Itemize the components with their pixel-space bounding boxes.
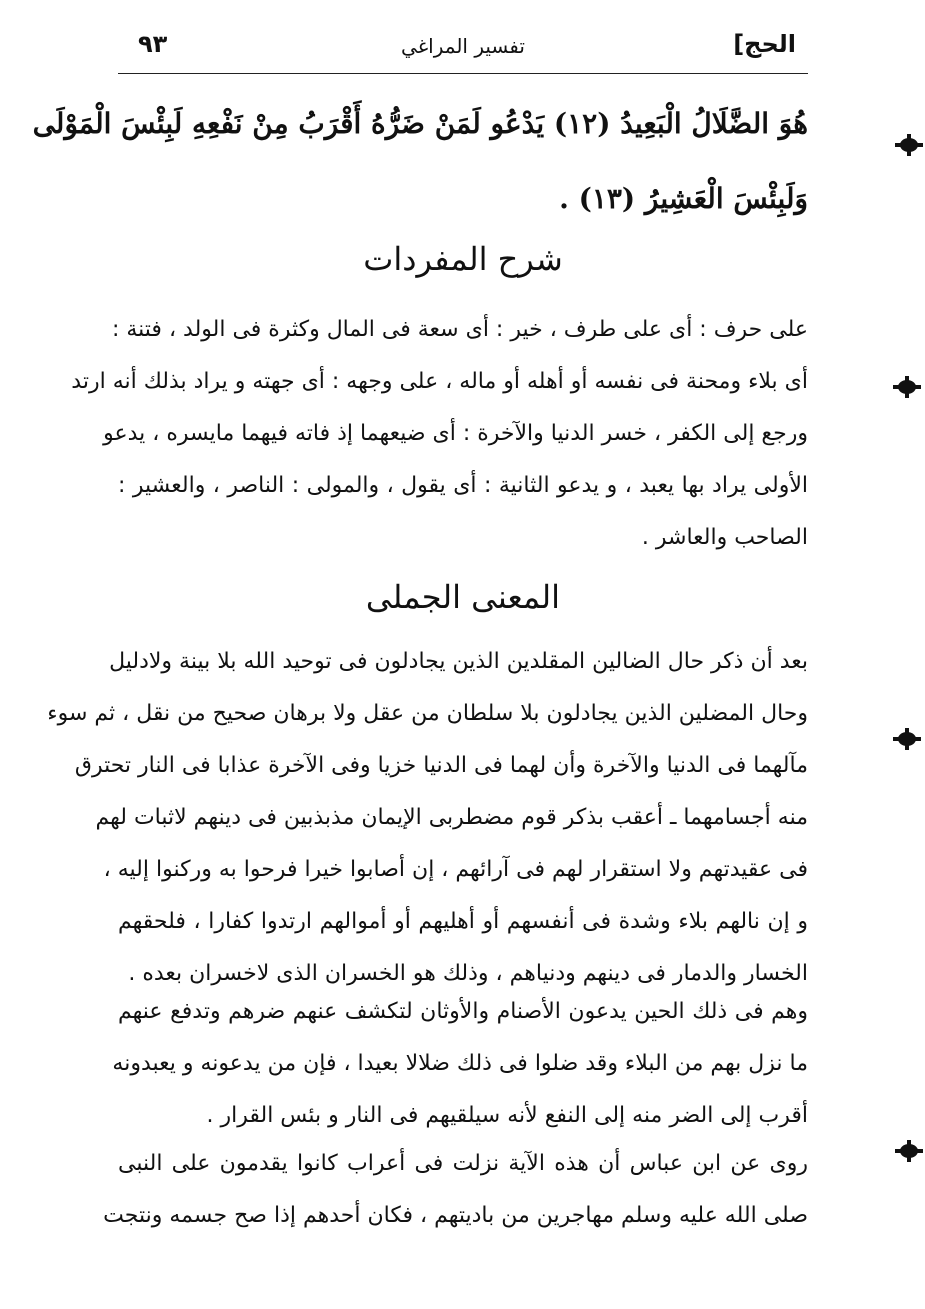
- margin-blot: [898, 380, 916, 394]
- page-number: ٩٣: [138, 30, 168, 58]
- summary-heading: المعنى الجملى: [365, 578, 561, 616]
- text-line: بعد أن ذكر حال الضالين المقلدين الذين يجادلون فى توحيد الله بلا بينة ولادليل: [109, 649, 808, 674]
- summary-paragraph: [112, 986, 808, 1142]
- quran-verse: [32, 86, 808, 236]
- text-line: وهم فى ذلك الحين يدعون الأصنام والأوثان لتكشف عنهم ضرهم وتدفع عنهم: [118, 999, 808, 1024]
- margin-blot: [900, 1144, 918, 1158]
- verse-line: هُوَ الضَّلَالُ الْبَعِيدُ (١٢) يَدْعُو لَمَنْ ضَرُّهُ أَقْرَبُ مِنْ نَفْعِهِ لَبِئْسَ الْمَوْلَى: [32, 107, 808, 140]
- page-header: [118, 22, 808, 74]
- text-line: مآلهما فى الدنيا والآخرة وأن لهما فى الدنيا خزيا وفى الآخرة عذابا فى النار تحترق: [74, 753, 808, 778]
- text-line: و إن نالهم بلاء وشدة فى أنفسهم أو أهليهم أو أموالهم ارتدوا كفارا ، فلحقهم: [118, 909, 808, 934]
- text-line: أى بلاء ومحنة فى نفسه أو أهله أو ماله ، على وجهه : أى جهته و يراد بذلك أنه ارتد: [71, 369, 808, 394]
- summary-paragraph: [103, 1138, 808, 1242]
- text-line: منه أجسامهما ـ أعقب بذكر قوم مضطربى الإيمان مذبذبين فى دينهم لاثبات لهم: [95, 805, 808, 830]
- text-line: صلى الله عليه وسلم مهاجرين من باديتهم ، فكان أحدهم إذا صح جسمه ونتجت: [103, 1203, 808, 1228]
- header-rule: [118, 73, 808, 74]
- text-line: على حرف : أى على طرف ، خير : أى سعة فى المال وكثرة فى الولد ، فتنة :: [111, 317, 808, 342]
- verse-line: وَلَبِئْسَ الْعَشِيرُ (١٣) .: [559, 182, 808, 215]
- text-line: روى عن ابن عباس أن هذه الآية نزلت فى أعراب كانوا يقدمون على النبى: [118, 1151, 808, 1176]
- vocabulary-heading: شرح المفردات: [363, 240, 563, 278]
- vocabulary-text: [71, 304, 808, 564]
- text-line: الخسار والدمار فى دينهم ودنياهم ، وذلك هو الخسران الذى لاخسران بعده .: [128, 961, 808, 986]
- text-line: الصاحب والعاشر .: [641, 525, 808, 550]
- summary-paragraph: [47, 636, 808, 1000]
- text-line: أقرب إلى الضر منه إلى النفع لأنه سيلقيهم فى النار و بئس القرار .: [206, 1103, 808, 1128]
- margin-blot: [898, 732, 916, 746]
- text-line: وحال المضلين الذين يجادلون بلا سلطان من عقل ولا برهان صحيح من نقل ، ثم سوء: [47, 701, 808, 726]
- text-line: ما نزل بهم من البلاء وقد ضلوا فى ذلك ضلالا بعيدا ، فإن من يدعونه و يعبدونه: [112, 1051, 808, 1076]
- book-title: تفسير المراغي: [401, 34, 525, 58]
- margin-blot: [900, 138, 918, 152]
- text-line: الأولى يراد بها يعبد ، و يدعو الثانية : أى يقول ، والمولى : الناصر ، والعشير :: [118, 473, 808, 498]
- text-line: ورجع إلى الكفر ، خسر الدنيا والآخرة : أى ضيعهما إذ فاته فيهما مايسره ، يدعو: [103, 421, 808, 446]
- surah-name: الحج]: [733, 30, 796, 58]
- text-line: فى عقيدتهم ولا استقرار لهم فى آرائهم ، إن أصابوا خيرا فرحوا به وركنوا إليه ،: [103, 857, 808, 882]
